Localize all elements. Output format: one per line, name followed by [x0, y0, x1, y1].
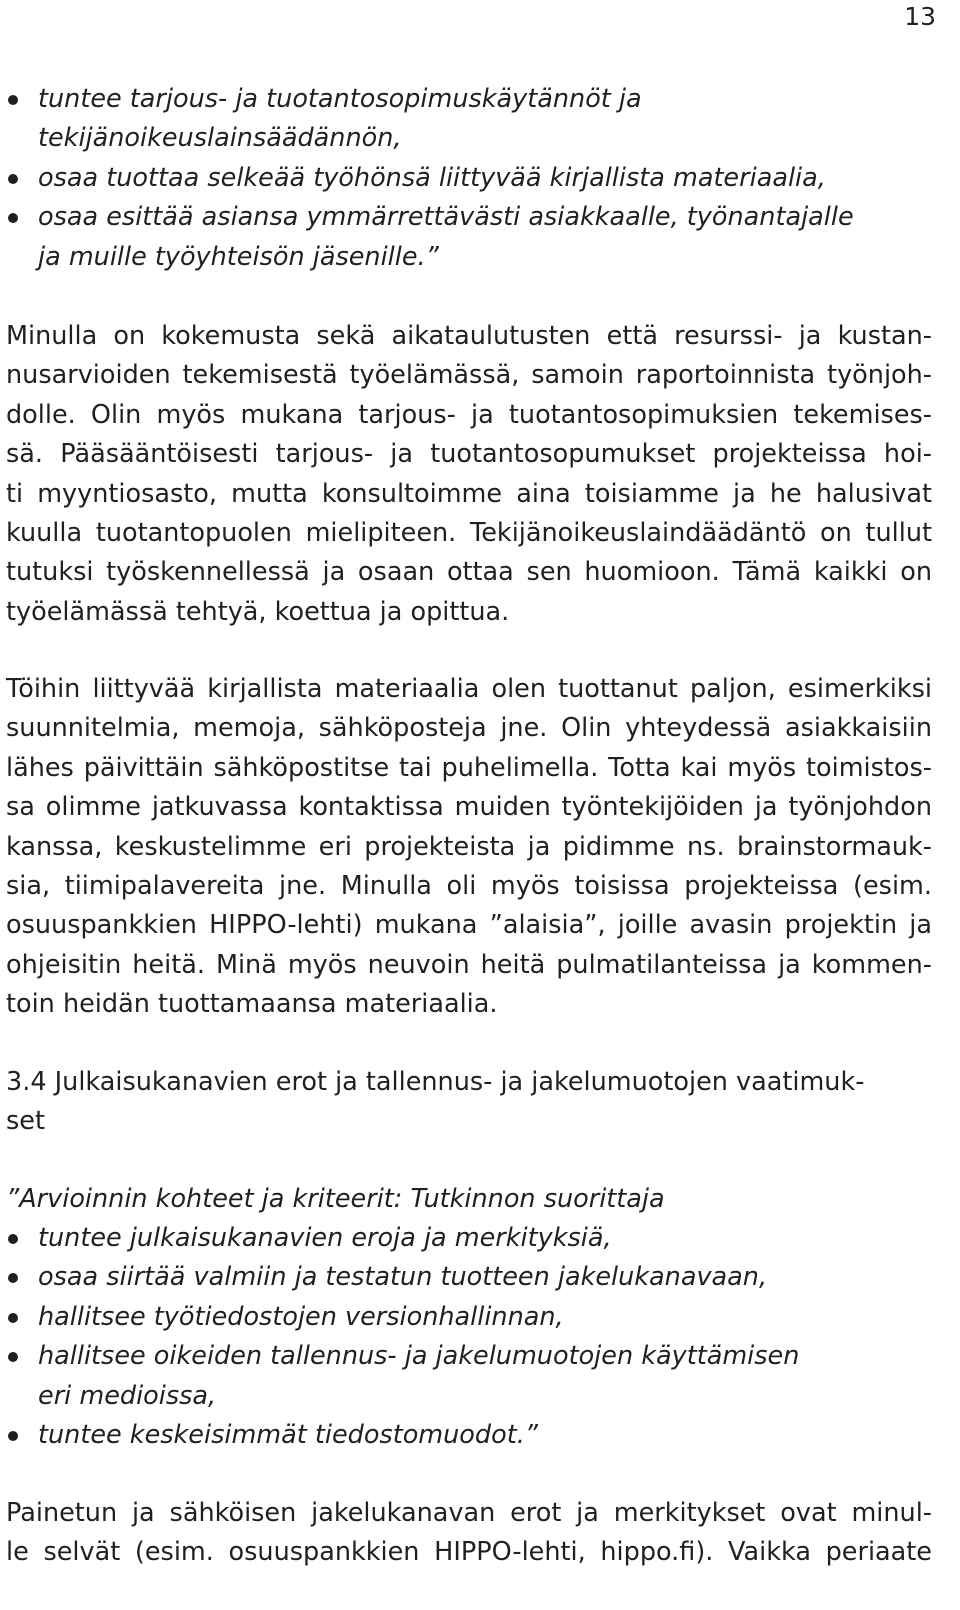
paragraph-line: sä. Pääsääntöisesti tarjous- ja tuotantosopumukset projekteissa hoi- — [6, 439, 932, 470]
bullet-item-line: ja muille työyhteisön jäsenille.” — [38, 241, 439, 272]
bullet-item-line: tekijänoikeuslainsäädännön, — [38, 123, 402, 154]
bullet-item-line: tuntee julkaisukanavien eroja ja merkityksiä, — [38, 1223, 612, 1253]
section-heading-line: 3.4 Julkaisukanavien erot ja tallennus- ja jakelumuotojen vaatimuk- — [6, 1067, 865, 1097]
paragraph-line: kanssa, keskustelimme eri projekteista ja pidimme ns. brainstormauk- — [6, 831, 932, 862]
bullet-marker — [8, 174, 18, 184]
bullet-marker — [8, 213, 18, 223]
bullet-marker — [8, 1352, 18, 1362]
paragraph-line: tutuksi työskennellessä ja osaan ottaa sen huomioon. Tämä kaikki on — [6, 557, 932, 588]
bullet-item-line: eri medioissa, — [38, 1380, 217, 1411]
paragraph-line: osuuspankkien HIPPO-lehti) mukana ”alaisia”, joille avasin projektin ja — [6, 910, 932, 941]
paragraph-line: dolle. Olin myös mukana tarjous- ja tuotantosopimuksien tekemises- — [6, 399, 932, 430]
criteria-intro: ”Arvioinnin kohteet ja kriteerit: Tutkinnon suorittaja — [6, 1184, 665, 1214]
paragraph-line: kuulla tuotantopuolen mielipiteen. Tekijänoikeuslaindäädäntö on tullut — [6, 518, 932, 548]
bullet-marker — [8, 1431, 18, 1441]
paragraph-line: työelämässä tehtyä, koettua ja opittua. — [6, 596, 510, 627]
paragraph-line: toin heidän tuottamaansa materiaalia. — [6, 989, 498, 1020]
paragraph-line: sa olimme jatkuvassa kontaktissa muiden työntekijöiden ja työnjohdon — [6, 792, 932, 823]
bullet-marker — [8, 1234, 18, 1244]
bullet-item-line: hallitsee työtiedostojen versionhallinnan, — [38, 1301, 564, 1332]
paragraph-line: sia, tiimipalavereita jne. Minulla oli myös toisissa projekteissa (esim. — [6, 871, 932, 901]
page-number: 13 — [904, 2, 936, 31]
paragraph-line: lähes päivittäin sähköpostitse tai puhelimella. Totta kai myös toimistos- — [6, 752, 932, 783]
paragraph-line: nusarvioiden tekemisestä työelämässä, samoin raportoinnista työnjoh- — [6, 360, 932, 391]
paragraph-line: le selvät (esim. osuuspankkien HIPPO-lehti, hippo.fi). Vaikka periaate — [6, 1537, 932, 1568]
bullet-marker — [8, 1313, 18, 1323]
paragraph-line: Painetun ja sähköisen jakelukanavan erot ja merkitykset ovat minul- — [6, 1498, 932, 1528]
section-heading-line: set — [6, 1106, 45, 1137]
bullet-item-line: osaa esittää asiansa ymmärrettävästi asiakkaalle, työnantajalle — [38, 202, 854, 233]
paragraph-line: ti myyntiosasto, mutta konsultoimme aina toisiamme ja he halusivat — [6, 478, 932, 509]
bullet-item-line: hallitsee oikeiden tallennus- ja jakelumuotojen käyttämisen — [38, 1341, 800, 1372]
paragraph-line: ohjeisitin heitä. Minä myös neuvoin heitä pulmatilanteissa ja kommen- — [6, 949, 932, 980]
bullet-item-line: osaa siirtää valmiin ja testatun tuotteen jakelukanavaan, — [38, 1262, 768, 1293]
paragraph-line: Töihin liittyvää kirjallista materiaalia olen tuottanut paljon, esimerkiksi — [6, 674, 932, 704]
bullet-item-line: osaa tuottaa selkeää työhönsä liittyvää kirjallista materiaalia, — [38, 162, 826, 193]
bullet-item-line: tuntee keskeisimmät tiedostomuodot.” — [38, 1420, 539, 1450]
paragraph-line: suunnitelmia, memoja, sähköposteja jne. Olin yhteydessä asiakkaisiin — [6, 713, 932, 744]
bullet-item-line: tuntee tarjous- ja tuotantosopimuskäytännöt ja — [38, 84, 642, 114]
bullet-marker — [8, 1273, 18, 1283]
paragraph-line: Minulla on kokemusta sekä aikataulutusten että resurssi- ja kustan- — [6, 321, 932, 351]
bullet-marker — [8, 95, 18, 105]
